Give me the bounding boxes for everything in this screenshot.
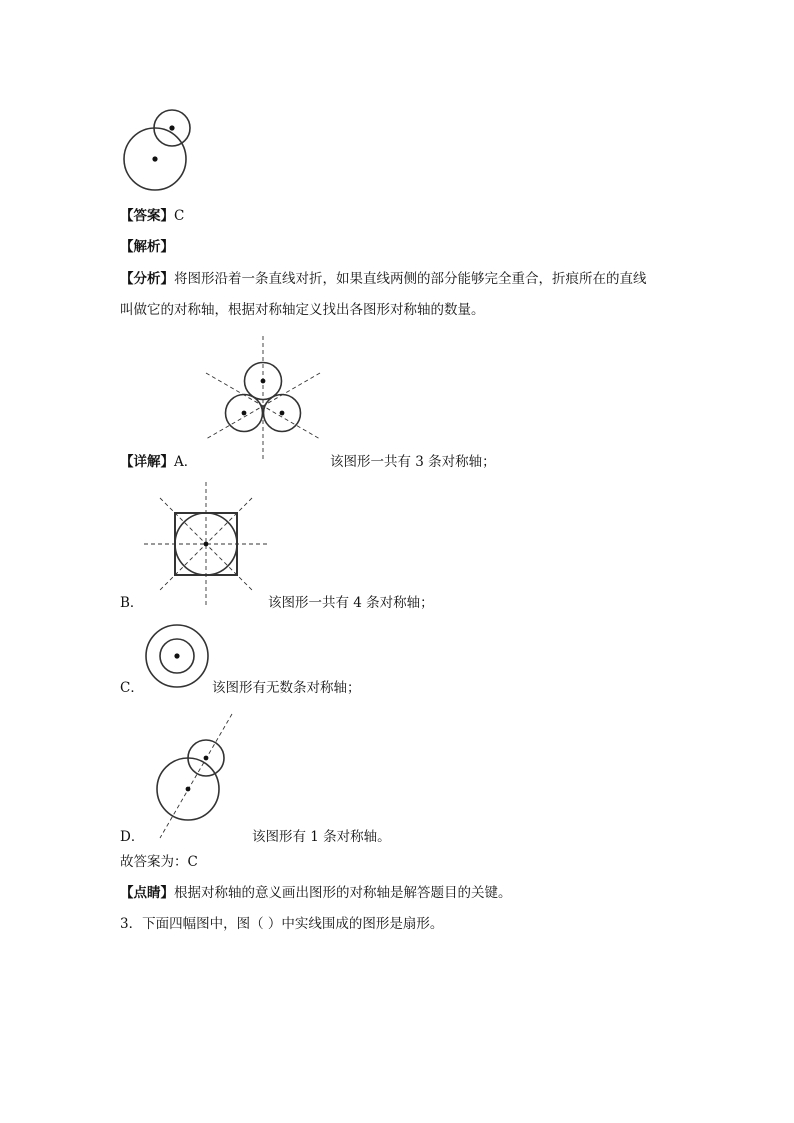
answer-value: C xyxy=(174,208,185,224)
dianjing-line xyxy=(120,883,512,903)
option-c-text: 该图形有无数条对称轴； xyxy=(212,680,361,696)
detail-a-line xyxy=(120,452,197,472)
option-b: B． xyxy=(120,595,144,611)
option-a-text: 该图形一共有 3 条对称轴； xyxy=(330,454,496,470)
analysis-label: 【解析】 xyxy=(120,239,174,255)
dianjing-label: 【点睛】 xyxy=(120,885,174,901)
fenxi-label: 【分析】 xyxy=(120,271,174,287)
detail-label: 【详解】 xyxy=(120,454,174,470)
fenxi-line-2: 叫做它的对称轴，根据对称轴定义找出各图形对称轴的数量。 xyxy=(120,302,485,318)
fenxi-line-1 xyxy=(120,269,647,289)
option-a: A． xyxy=(174,454,198,470)
option-c: C． xyxy=(120,680,144,696)
option-b-text: 该图形一共有 4 条对称轴； xyxy=(268,595,434,611)
answer-label: 【答案】 xyxy=(120,208,174,224)
fenxi-text-1: 将图形沿着一条直线对折，如果直线两侧的部分能够完全重合，折痕所在的直线 xyxy=(174,271,647,287)
option-d-text: 该图形有 1 条对称轴。 xyxy=(252,829,391,845)
conclusion: 故答案为：C xyxy=(120,854,198,870)
dianjing-text: 根据对称轴的意义画出图形的对称轴是解答题目的关键。 xyxy=(174,885,512,901)
option-d: D． xyxy=(120,829,145,845)
question-3: 3．下面四幅图中，图（ ）中实线围成的图形是扇形。 xyxy=(120,916,444,932)
answer-line xyxy=(120,206,184,226)
